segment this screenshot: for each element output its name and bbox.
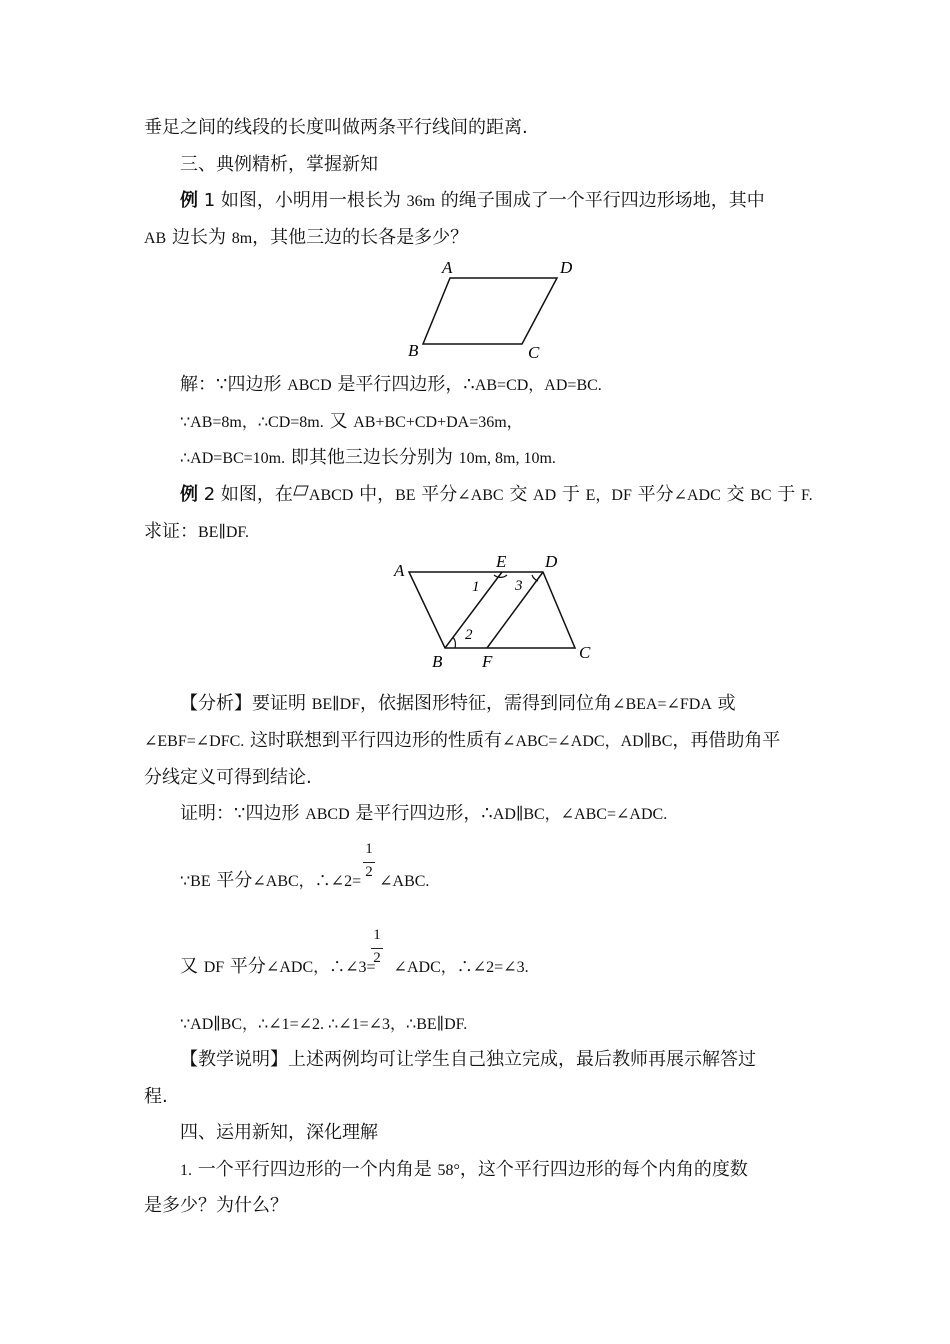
teaching-note-line-1: 【教学说明】上述两例均可让学生自己独立完成，最后教师再展示解答过 bbox=[180, 1049, 756, 1070]
solution-line-1: 解：∵四边形 ABCD 是平行四边形，∴AB=CD，AD=BC. bbox=[180, 374, 602, 395]
example-2-line-2: 求证：BE∥DF. bbox=[144, 521, 250, 542]
vertex-label-d: D bbox=[545, 552, 558, 571]
proof-line-4: ∵AD∥BC，∴∠1=∠2. ∴∠1=∠3，∴BE∥DF. bbox=[180, 1016, 468, 1033]
proof-line-2: ∵BE 平分∠ABC，∴∠2= ∠ABC. bbox=[180, 870, 430, 891]
fraction-numerator: 1 bbox=[373, 927, 381, 943]
solution-line-3: ∴AD=BC=10m. 即其他三边长分别为 10m, 8m, 10m. bbox=[180, 447, 556, 468]
question-1-line-2: 是多少？为什么？ bbox=[144, 1195, 288, 1216]
teaching-note-line-2: 程. bbox=[144, 1086, 168, 1107]
analysis-line-1: 【分析】要证明 BE∥DF，依据图形特征，需得到同位角∠BEA=∠FDA 或 bbox=[180, 693, 736, 714]
fraction-bar bbox=[363, 862, 375, 863]
parallelogram-bisector-figure bbox=[385, 548, 600, 673]
vertex-label-b: B bbox=[408, 341, 419, 360]
vertex-label-f: F bbox=[482, 652, 493, 671]
parallelogram-figure bbox=[400, 256, 590, 364]
section-heading: 三、典例精析，掌握新知 bbox=[180, 154, 378, 175]
example-2-line-1: 例 2 如图，在 ABCD 中，BE 平分∠ABC 交 AD 于 E，DF 平分∠ADC 交 BC 于 F. bbox=[180, 484, 813, 505]
vertex-label-c: C bbox=[579, 643, 591, 662]
proof-line-3: 又 DF 平分∠ADC，∴∠3= ∠ADC，∴∠2=∠3. bbox=[180, 956, 529, 977]
section-heading: 四、运用新知，深化理解 bbox=[180, 1122, 378, 1143]
vertex-label-a: A bbox=[394, 561, 405, 580]
fraction-numerator: 1 bbox=[365, 841, 373, 857]
solution-line-2: ∵AB=8m，∴CD=8m. 又 AB+BC+CD+DA=36m， bbox=[180, 411, 523, 432]
vertex-label-a: A bbox=[442, 258, 453, 277]
fraction-bar bbox=[371, 948, 383, 949]
proof-line-1: 证明：∵四边形 ABCD 是平行四边形，∴AD∥BC，∠ABC=∠ADC. bbox=[180, 803, 668, 824]
vertex-label-d: D bbox=[560, 258, 573, 277]
fraction-denominator: 2 bbox=[373, 950, 381, 966]
paragraph-line: 垂足之间的线段的长度叫做两条平行线间的距离. bbox=[144, 117, 528, 138]
angle-label-2: 2 bbox=[465, 627, 473, 643]
parallelogram-symbol-icon bbox=[293, 485, 309, 496]
example-1-line-2: AB 边长为 8m，其他三边的长各是多少？ bbox=[144, 227, 469, 248]
vertex-label-b: B bbox=[432, 652, 443, 671]
vertex-label-c: C bbox=[528, 343, 540, 362]
angle-label-1: 1 bbox=[472, 579, 480, 595]
vertex-label-e: E bbox=[496, 552, 507, 571]
fraction-denominator: 2 bbox=[365, 864, 373, 880]
analysis-line-3: 分线定义可得到结论. bbox=[144, 767, 312, 788]
angle-label-3: 3 bbox=[515, 578, 523, 594]
analysis-line-2: ∠EBF=∠DFC. 这时联想到平行四边形的性质有∠ABC=∠ADC，AD∥BC，再借助角平 bbox=[144, 730, 781, 751]
example-1-line-1: 例 1 如图，小明用一根长为 36m 的绳子围成了一个平行四边形场地，其中 bbox=[180, 190, 765, 211]
question-1-line-1: 1. 一个平行四边形的一个内角是 58°，这个平行四边形的每个内角的度数 bbox=[180, 1159, 748, 1180]
